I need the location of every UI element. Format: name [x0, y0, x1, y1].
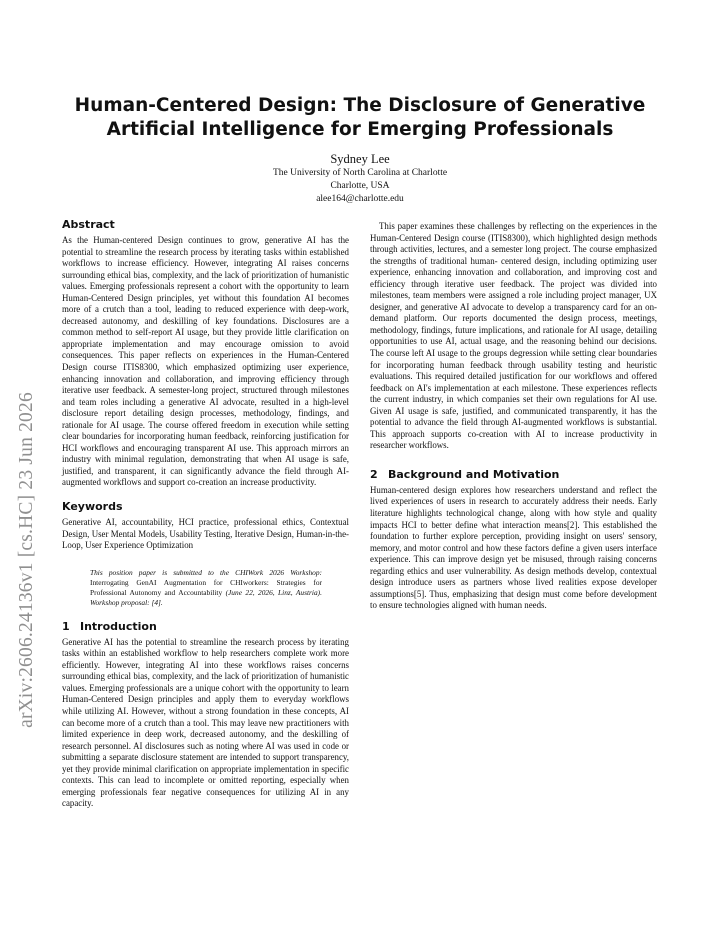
note-part2: (June 22, 2026, Linz, Austria). Workshop proposal: [4]. [90, 587, 322, 607]
section-heading-introduction [62, 620, 349, 634]
paper-title: Human-Centered Design: The Disclosure of Generative Artificial Intelligence for Emerging Professionals [74, 95, 646, 140]
arxiv-identifier-stamp [2, 340, 52, 780]
right-column [370, 221, 657, 612]
note-workshop-title: Interrogating GenAI Augmentation for CHIworkers: Strategies for Professional Autonomy and Accountability [90, 577, 322, 597]
author-location: Charlotte, USA [330, 181, 390, 191]
background-paragraph-1: Human-centered design explores how researchers understand and reflect the lived experiences of users in research to accurately address their needs. Early literature highlights technological change, along with how style and quality impacts HCI to better define what interaction means[2]. This established the foundation to further explore perception, providing insight on users' sensory, memory, and motor control and how these factors define a given users interface experience. This can improve design yet be misused, through raising concerns regarding ethics and user vulnerability. As design methods develop, contextual design introduce users as partners whose lived realities expose developer assumptions[5]. Thus, emphasizing that design must come before development to ensure technologies aligned with human needs. [370, 484, 657, 611]
left-column [62, 218, 349, 810]
intro-paragraph-1: Generative AI has the potential to streamline the research process by iterating tasks within an established workflow to help researchers complete work more efficiently. However, integrating AI into these workflows raises concerns surrounding ethical bias, complexity, and the lack of prioritization of humanistic values. Emerging professionals are a unique cohort with the opportunity to learn Human-Centered Design principles and apply them to everyday workflows while utilizing AI. However, without a strong foundation in these concepts, AI can become more of a crutch than a tool. This may leave new practitioners with limited experience in deep work, decreased autonomy, and the deskilling of research personnel. AI disclosures such as noting where AI was used in code or submitting a separate disclosure statement are intended to support transparency, yet they provide minimal clarification on appropriate implementation in specific contexts. This can lead to incomplete or omitted reporting, especially when emerging professionals fear negative consequences for utilizing AI in any capacity. [62, 636, 349, 809]
arxiv-id-text: arXiv:2606.24136v1 [cs.HC] 23 Jun 2026 [16, 392, 37, 728]
abstract-heading: Abstract [62, 218, 115, 231]
note-part1: This position paper is submitted to the CHIWork 2026 Workshop: [90, 567, 322, 577]
author-affiliation: The University of North Carolina at Charlotte [272, 168, 448, 178]
author-block [160, 151, 560, 206]
author-name: Sydney Lee [330, 152, 390, 166]
intro-paragraph-2: This paper examines these challenges by reflecting on the experiences in the Human-Centered Design course (ITIS8300), which highlighted design methods through activities, lectures, and a semester long project. The course emphasized the strengths of traditional human- centered design, including optimizing user experience, enhancing innovation and collaboration, and improving cost and efficiency through iterative user feedback. The project was divided into milestones, team members were assigned a role including project manager, UX designer, and generative AI advocate to develop a transparency card for an on-demand platform. Our reports documented the design process, meetings, methodology, findings, future implications, and rationale for AI usage, detailing opportunities to use AI, actual usage, and the reasoning behind our decisions. The course left AI usage to the groups degression while setting clear boundaries for incorporating human feedback through usability testing and heuristic evaluations. This required detailed justification for our workflows and offered feedback on AI's implementation at each milestone. These experiences reflects the current industry, in which companies set their own regulations for AI use. Given AI usage is safe, justified, and communicated transparently, it has the potential to advance the field through AI-augmented workflows is substantial. This approach supports co-creation with AI to increase productivity in researcher workflows. [370, 221, 657, 451]
abstract-text: As the Human-centered Design continues to grow, generative AI has the potential to streamline the research process by iterating tasks within established workflows to increase efficiency. However, integrating AI raises concerns surrounding ethical bias, complexity, and the lack of prioritization of humanistic values. Emerging professionals represent a cohort with the opportunity to learn Human-Centered Design principles, yet without this foundation AI becomes more of a crutch than a tool, leading to reduced experience with deep-work, decreased autonomy, and deskilling of key foundations. Disclosures are a common method to self-report AI usage, but they provide little clarification on appropriate implementation and may encourage omission to avoid consequences. This paper reflects on experiences in the Human-Centered Design course ITIS8300, which emphasized optimizing user experience, enhancing innovation and collaboration, and improving efficiency through iterative user feedback. A semester-long project, structured through milestones and team roles including a generative AI advocate, resulted in a high-level disclosure report detailing design processes, methodology, findings, and rationale for AI usage. The course offered freedom in execution while setting clear boundaries for incorporating human feedback, reinforcing justification for HCI workflows and encouraging transparent AI use. This approach mirrors an industry with minimal regulation, demonstrating that when AI usage is safe, justified, and transparent, it can significantly advance the field through AI-augmented workflows and support co-creation an increase productivity. [62, 235, 349, 488]
workshop-note [90, 568, 322, 608]
section-number: 1 [62, 619, 70, 633]
section-number: 2 [370, 467, 378, 481]
author-email: alee164@charlotte.edu [316, 194, 404, 204]
keywords-heading: Keywords [62, 500, 123, 514]
section-title: Background and Motivation [388, 467, 560, 481]
section-title: Introduction [80, 619, 157, 633]
keywords-text: Generative AI, accountability, HCI practice, professional ethics, Contextual Design, User Mental Models, Usability Testing, Iterative Design, Human-in-the-Loop, User Experience Optimization [62, 517, 349, 551]
section-heading-background [370, 468, 657, 482]
